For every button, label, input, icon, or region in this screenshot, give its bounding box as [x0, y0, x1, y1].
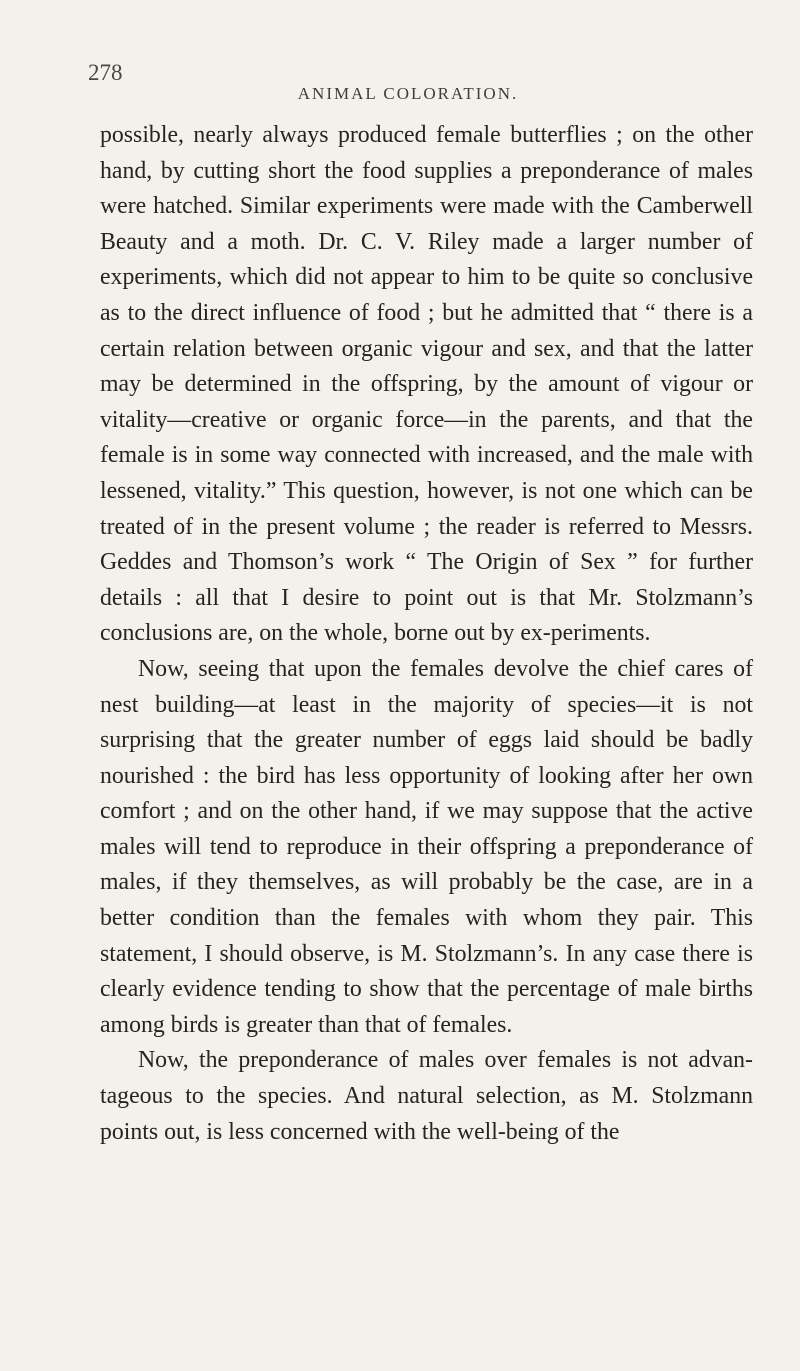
page-number: 278: [88, 60, 123, 85]
paragraph-nest-building: Now, seeing that upon the females devolve the chief cares of nest building—at least in the majority of species—it is not surprising that the greater number of eggs laid should be badly nourished : the bird has less opportunity of looking after her own comfort ; and on the other hand, if we may suppose that the active males will tend to reproduce in their offspring a preponderance of males, if they themselves, as will probably be the case, are in a better condition than the females with whom they pair. This statement, I should observe, is M. Stolzmann’s. In any case there is clearly evidence tending to show that the percentage of male births among birds is greater than that of females.: [100, 655, 753, 1038]
paragraph-continued: possible, nearly always produced female butterflies ; on the other hand, by cutting short the food supplies a preponderance of males were hatched. Similar experiments were made with the Camberwell Beauty and a moth. Dr. C. V. Riley made a larger number of experiments, which did not appear to him to be quite so conclusive as to the direct influence of food ; but he admitted that “ there is a certain relation between organic vigour and sex, and that the latter may be determined in the offspring, by the amount of vigour or vitality—creative or organic force—in the parents, and that the female is in some way connected with increased, and the male with lessened, vitality.” This question, however, is not one which can be treated of in the present volume ; the reader is referred to Messrs. Geddes and Thomson’s work “ The Origin of Sex ” for further details : all that I desire to point out is that Mr. Stolzmann’s conclusions are, on the whole, borne out by ex-periments.: [100, 122, 753, 647]
paragraph-preponderance: Now, the preponderance of males over females is not advan-tageous to the species. And natural selection, as M. Stolzmann points out, is less concerned with the well-being of the: [100, 1047, 753, 1145]
body-text: [100, 118, 753, 1150]
page-header: [88, 60, 728, 110]
running-title: ANIMAL COLORATION.: [297, 84, 519, 103]
